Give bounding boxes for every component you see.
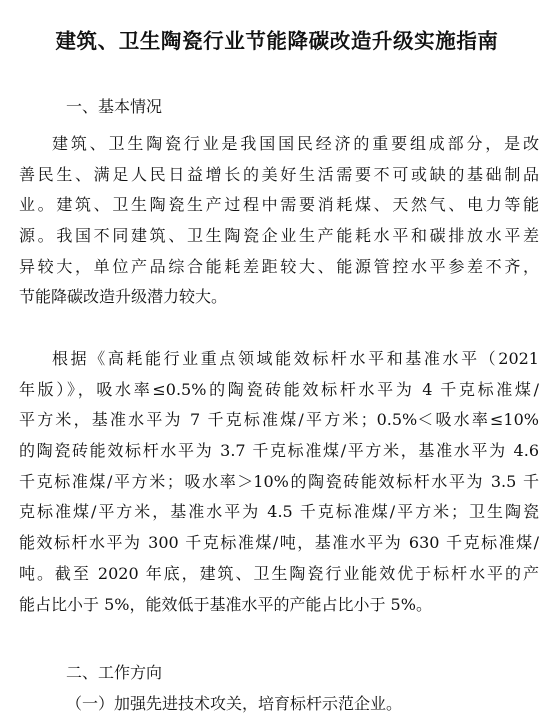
section-heading-basic-situation: 一、基本情况 xyxy=(66,97,163,116)
paragraph-line: 千克标准煤/平方米；吸水率＞10%的陶瓷砖能效标杆水平为 3.5 千 xyxy=(19,471,539,491)
paragraph-line: 建筑、卫生陶瓷行业是我国国民经济的重要组成部分，是改 xyxy=(52,134,539,153)
paragraph-line: 业。建筑、卫生陶瓷生产过程中需要消耗煤、天然气、电力等能 xyxy=(19,195,539,215)
paragraph-line: 的陶瓷砖能效标杆水平为 3.7 千克标准煤/平方米，基准水平为 4.6 xyxy=(19,441,539,461)
paragraph-line: 能占比小于 5%，能效低于基准水平的产能占比小于 5%。 xyxy=(19,594,432,614)
paragraph-line: 根据《高耗能行业重点领域能效标杆水平和基准水平（2021 xyxy=(52,349,539,368)
section-heading-work-direction: 二、工作方向 xyxy=(66,663,163,682)
paragraph-line: 善民生、满足人民日益增长的美好生活需要不可或缺的基础制品 xyxy=(19,164,539,184)
paragraph-line: 年版）》，吸水率≤0.5%的陶瓷砖能效标杆水平为 4 千克标准煤/ xyxy=(19,379,539,399)
subsection-heading: （一）加强先进技术攻关，培育标杆示范企业。 xyxy=(66,694,403,713)
document-title: 建筑、卫生陶瓷行业节能降碳改造升级实施指南 xyxy=(55,29,499,53)
paragraph-line: 克标准煤/平方米，基准水平为 4.5 千克标准煤/平方米；卫生陶瓷 xyxy=(19,502,539,522)
paragraph-line: 节能降碳改造升级潜力较大。 xyxy=(19,287,228,307)
paragraph-basic-situation xyxy=(19,129,539,313)
paragraph-line: 平方米，基准水平为 7 千克标准煤/平方米；0.5%＜吸水率≤10% xyxy=(19,410,539,430)
paragraph-line: 异较大，单位产品综合能耗差距较大、能源管控水平参差不齐， xyxy=(19,256,539,276)
paragraph-line: 能效标杆水平为 300 千克标准煤/吨，基准水平为 630 千克标准煤/ xyxy=(19,533,539,553)
paragraph-line: 源。我国不同建筑、卫生陶瓷企业生产能耗水平和碳排放水平差 xyxy=(19,226,539,246)
paragraph-energy-benchmarks xyxy=(19,344,539,620)
paragraph-line: 吨。截至 2020 年底，建筑、卫生陶瓷行业能效优于标杆水平的产 xyxy=(19,563,539,583)
